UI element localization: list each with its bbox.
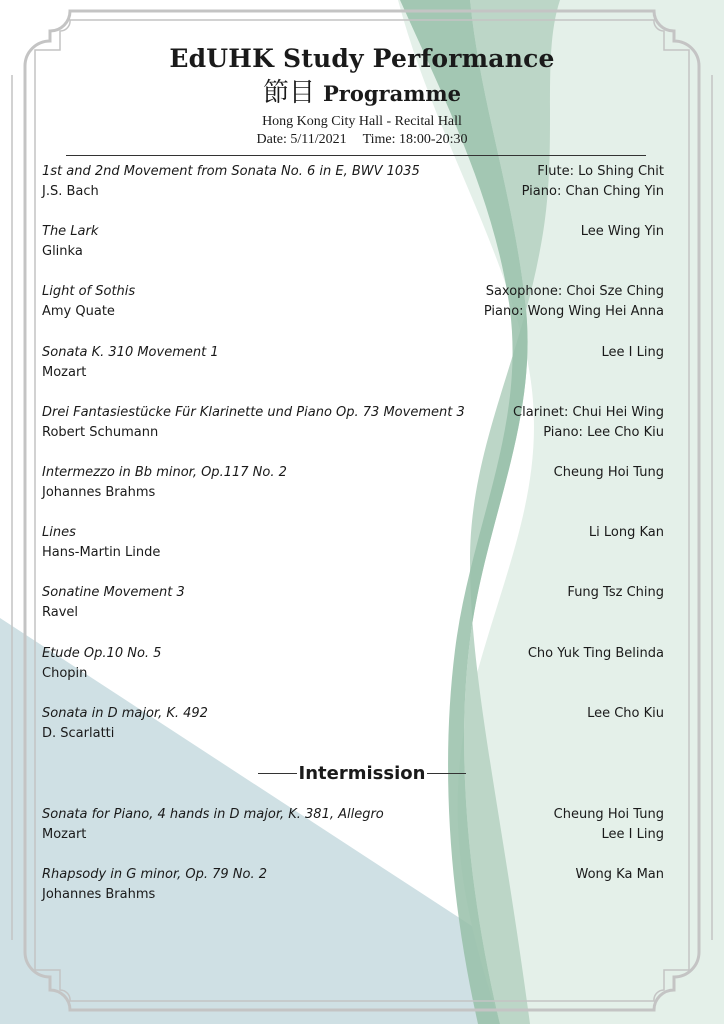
programme-item: [42, 583, 664, 643]
composer-name: Robert Schumann: [42, 424, 159, 440]
performer-name: Piano: Chan Ching Yin: [521, 184, 664, 199]
composer-name: D. Scarlatti: [42, 725, 115, 741]
programme-item: [42, 403, 664, 463]
composer-name: Hans-Martin Linde: [42, 545, 161, 561]
subtitle-english: Programme: [322, 81, 462, 106]
performer-name: Saxophone: Choi Sze Ching: [485, 284, 664, 300]
performer-name: Clarinet: Chui Hei Wing: [513, 404, 664, 420]
piece-title: Sonatine Movement 3: [42, 585, 185, 601]
performer-name: Cho Yuk Ting Belinda: [527, 645, 664, 661]
programme-item: [42, 222, 664, 282]
composer-name: Mozart: [42, 827, 87, 842]
venue-text: Hong Kong City Hall - Recital Hall: [262, 114, 462, 129]
composer-name: Ravel: [42, 605, 79, 621]
performers: [602, 343, 664, 363]
work-info: [42, 644, 161, 684]
performer-name: Flute: Lo Shing Chit: [537, 164, 664, 179]
performer-name: Lee I Ling: [601, 344, 664, 360]
programme-item: [42, 162, 664, 222]
programme-list: [42, 162, 664, 764]
piece-title: Drei Fantasiestücke Für Klarinette und Piano Op. 73 Movement 3: [42, 404, 465, 420]
performer-name: Li Long Kan: [588, 525, 664, 541]
performer-name: Lee Wing Yin: [580, 224, 664, 240]
performers: [522, 162, 664, 202]
piece-title: Sonata in D major, K. 492: [42, 705, 208, 721]
date-time-line: [0, 131, 724, 149]
work-info: [42, 282, 135, 322]
performers: [513, 403, 664, 443]
performers: [554, 463, 664, 483]
composer-name: Mozart: [42, 364, 87, 380]
work-info: [42, 583, 185, 623]
piece-title: Light of Sothis: [42, 284, 136, 300]
programme-item: [42, 865, 664, 925]
performers: [554, 805, 664, 845]
composer-name: Glinka: [42, 244, 83, 260]
programme-item: [42, 523, 664, 583]
programme-list-after-intermission: [42, 805, 664, 925]
piece-title: Etude Op.10 No. 5: [42, 645, 162, 661]
programme-item: [42, 805, 664, 865]
programme-item: [42, 704, 664, 764]
piece-title: Sonata K. 310 Movement 1: [42, 344, 219, 360]
programme-item: [42, 282, 664, 342]
composer-name: Chopin: [42, 665, 88, 681]
subtitle-chinese: 節目: [262, 78, 315, 108]
composer-name: Amy Quate: [42, 304, 115, 320]
composer-name: Johannes Brahms: [42, 887, 156, 903]
page-title: EdUHK Study Performance: [169, 44, 555, 73]
performer-name: Fung Tsz Ching: [567, 585, 664, 601]
performer-name: Cheung Hoi Tung: [553, 807, 664, 822]
performers: [581, 222, 664, 242]
performers: [567, 583, 664, 603]
intermission-line-right: [427, 773, 466, 774]
work-info: [42, 343, 219, 383]
performer-name: Lee Cho Kiu: [587, 705, 664, 721]
date-text: Date: 5/11/2021: [256, 132, 347, 147]
time-text: Time: 18:00-20:30: [362, 132, 468, 147]
work-info: [42, 704, 208, 744]
header-divider: [66, 155, 646, 156]
composer-name: J.S. Bach: [42, 184, 99, 199]
piece-title: Intermezzo in Bb minor, Op.117 No. 2: [42, 464, 287, 480]
page-subtitle: [0, 76, 724, 111]
programme-item: [42, 343, 664, 403]
performers: [589, 523, 664, 543]
intermission-label: Intermission: [298, 762, 426, 784]
programme-item: [42, 463, 664, 523]
work-info: [42, 403, 465, 443]
work-info: [42, 865, 267, 905]
piece-title: Lines: [42, 525, 76, 541]
piece-title: The Lark: [42, 224, 99, 240]
performers: [576, 865, 665, 885]
piece-title: 1st and 2nd Movement from Sonata No. 6 in E, BWV 1035: [42, 164, 420, 179]
intermission-divider: [258, 762, 466, 784]
piece-title: Sonata for Piano, 4 hands in D major, K. 381, Allegro: [42, 807, 384, 822]
composer-name: Johannes Brahms: [42, 484, 156, 500]
performers: [484, 282, 664, 322]
work-info: [42, 222, 98, 262]
programme-item: [42, 644, 664, 704]
performers: [528, 644, 664, 664]
work-info: [42, 463, 287, 503]
piece-title: Rhapsody in G minor, Op. 79 No. 2: [42, 867, 268, 883]
work-info: [42, 805, 384, 845]
performers: [587, 704, 664, 724]
performer-name: Piano: Lee Cho Kiu: [543, 424, 664, 440]
performer-name: Wong Ka Man: [575, 867, 664, 883]
performer-name: Lee I Ling: [601, 827, 664, 842]
performer-name: Piano: Wong Wing Hei Anna: [483, 304, 664, 320]
work-info: [42, 523, 160, 563]
performer-name: Cheung Hoi Tung: [553, 464, 664, 480]
intermission-line-left: [258, 773, 297, 774]
work-info: [42, 162, 420, 202]
